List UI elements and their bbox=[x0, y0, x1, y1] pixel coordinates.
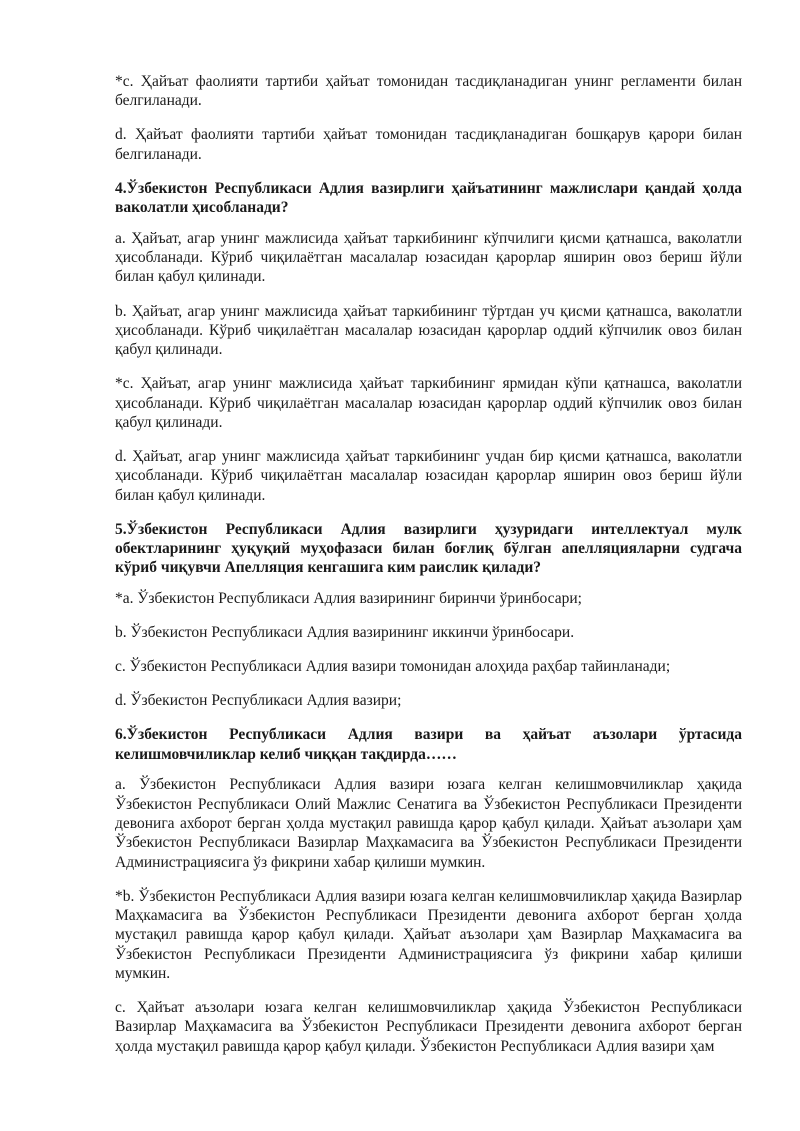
answer-option-4b: b. Ҳайъат, агар унинг мажлисида ҳайъат таркибининг тўртдан уч қисми қатнашса, ваколатли ҳисобланади. Кўриб чиқилаётган масалалар юзасидан қарорлар оддий кўпчилик овоз билан қабул қилинади. bbox=[115, 302, 742, 359]
answer-option-5b: b. Ўзбекистон Республикаси Адлия вазирининг иккинчи ўринбосари. bbox=[115, 624, 575, 642]
answer-option-5a: *a. Ўзбекистон Республикаси Адлия вазирининг биринчи ўринбосари; bbox=[115, 590, 582, 608]
answer-option-3d: d. Ҳайъат фаолияти тартиби ҳайъат томонидан тасдиқланадиган бошқарув қарори билан белгиланади. bbox=[115, 126, 742, 163]
answer-option-5d: d. Ўзбекистон Республикаси Адлия вазири; bbox=[115, 692, 402, 710]
answer-option-5c: c. Ўзбекистон Республикаси Адлия вазири томонидан алоҳида раҳбар тайинланади; bbox=[115, 658, 671, 676]
answer-option-6c: c. Ҳайъат аъзолари юзага келган келишмовчиликлар ҳақида Ўзбекистон Республикаси Вазирлар Маҳкамасига ва Ўзбекистон Республикаси Президенти девонига ахборот берган ҳолда мустақил равишда қарор қабул қилади. Ўзбекистон Республикаси Адлия вазири ҳам bbox=[115, 999, 742, 1055]
answer-option-6a: a. Ўзбекистон Республикаси Адлия вазири юзага келган келишмовчиликлар ҳақида Ўзбекистон Республикаси Олий Мажлис Сенатига ва Ўзбекистон Республикаси Президенти девонига ахборот берган ҳолда мустақил равишда қарор қабул қилади. Ҳайъат аъзолари ҳам Ўзбекистон Республикаси Вазирлар Маҳкамасига ва Ўзбекистон Республикаси Президенти Администрациясига ўз фикрини хабар қилиши мумкин. bbox=[115, 776, 742, 871]
question-5: 5.Ўзбекистон Республикаси Адлия вазирлиги ҳузуридаги интеллектуал мулк обектларининг ҳуқуқий муҳофазаси билан боғлиқ бўлган апелляцияларни судгача кўриб чиқувчи Апелляция кенгашига ким раислик қилади? bbox=[115, 520, 742, 577]
answer-option-4c: *c. Ҳайъат, агар унинг мажлисида ҳайъат таркибининг ярмидан кўпи қатнашса, ваколатли ҳисобланади. Кўриб чиқилаётган масалалар юзасидан қарорлар оддий кўпчилик овоз билан қабул қилинади. bbox=[115, 375, 742, 431]
question-6: 6.Ўзбекистон Республикаси Адлия вазири ва ҳайъат аъзолари ўртасида келишмовчиликлар келиб чиққан тақдирда…… bbox=[115, 726, 742, 763]
answer-option-6b: *b. Ўзбекистон Республикаси Адлия вазири юзага келган келишмовчиликлар ҳақида Вазирлар Маҳкамасига ва Ўзбекистон Республикаси Президенти девонига ахборот берган ҳолда мустақил равишда қарор қабул қилади. Ҳайъат аъзолари ҳам Вазирлар Маҳкамасига ва Ўзбекистон Республикаси Президенти Администрациясига ўз фикрини хабар қилиши мумкин. bbox=[115, 887, 742, 982]
answer-option-3c: *c. Ҳайъат фаолияти тартиби ҳайъат томонидан тасдиқланадиган унинг регламенти билан белгиланади. bbox=[115, 73, 742, 110]
question-4: 4.Ўзбекистон Республикаси Адлия вазирлиги ҳайъатининг мажлислари қандай ҳолда ваколатли ҳисобланади? bbox=[115, 179, 742, 217]
answer-option-4d: d. Ҳайъат, агар унинг мажлисида ҳайъат таркибининг учдан бир қисми қатнашса, ваколатли ҳисобланади. Кўриб чиқилаётган масалалар юзасидан қарорлар яширин овоз бериш йўли билан қабул қилинади. bbox=[115, 447, 742, 504]
answer-option-4a: a. Ҳайъат, агар унинг мажлисида ҳайъат таркибининг кўпчилиги қисми қатнашса, ваколатли ҳисобланади. Кўриб чиқилаётган масалалар юзасидан қарорлар яширин овоз бериш йўли билан қабул қилинади. bbox=[115, 229, 742, 286]
document-page bbox=[115, 72, 742, 1071]
